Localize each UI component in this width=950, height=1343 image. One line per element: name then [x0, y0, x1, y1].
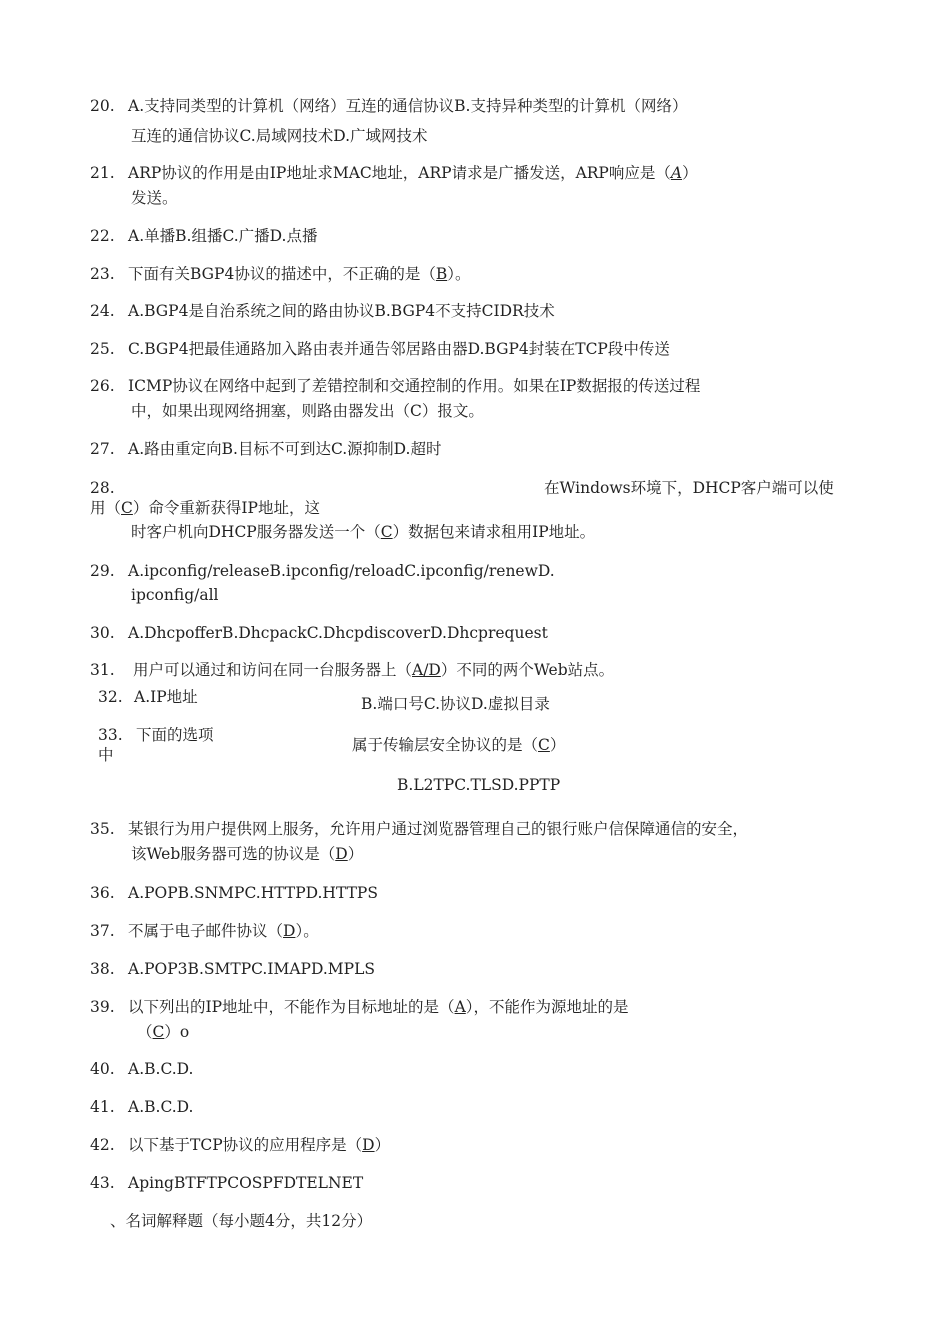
- question-33: [98, 723, 214, 748]
- answer-blank: D: [283, 922, 296, 940]
- question-text: ICMP协议在网络中起到了差错控制和交通控制的作用。如果在IP数据报的传送过程: [128, 377, 701, 395]
- question-number: 20.: [90, 97, 115, 115]
- question-number: 29.: [90, 562, 115, 580]
- question-29: [90, 559, 555, 584]
- question-text: A.B.C.D.: [128, 1098, 194, 1116]
- question-text: ARP协议的作用是由IP地址求MAC地址，ARP请求是广播发送，ARP响应是（: [128, 164, 671, 182]
- question-35-cont: 该Web服务器可选的协议是（D）: [131, 845, 364, 863]
- question-text: ApingBTFTPCOSPFDTELNET: [128, 1174, 364, 1192]
- question-28-text: 在Windows环境下，DHCP客户端可以使: [544, 479, 834, 497]
- question-text: ）不同的两个Web站点。: [440, 661, 615, 679]
- question-text: A.B.C.D.: [128, 1060, 194, 1078]
- question-28-line2: 用（C）命令重新获得IP地址，这: [90, 499, 320, 517]
- question-text: 某银行为用户提供网上服务，允许用户通过浏览器管理自己的银行账户信保障通信的安全，: [128, 820, 749, 838]
- question-text: ）: [682, 164, 698, 182]
- answer-blank: A/D: [412, 661, 441, 679]
- question-37: [90, 919, 319, 944]
- question-text: A.单播B.组播C.广播D.点播: [128, 227, 318, 245]
- question-20-cont: 互连的通信协议C.局域网技术D.广域网技术: [131, 127, 428, 145]
- question-29-cont: ipconfig/all: [131, 586, 219, 604]
- question-number: 24.: [90, 302, 115, 320]
- question-text: 下面有关BGP4协议的描述中，不正确的是（: [128, 265, 436, 283]
- question-40: [90, 1057, 193, 1082]
- question-28-line3: 时客户机向DHCP服务器发送一个（C）数据包来请求租用IP地址。: [131, 523, 596, 541]
- answer-blank: C: [152, 1023, 165, 1041]
- question-30: [90, 621, 548, 646]
- question-text: A.BGP4是自治系统之间的路由协议B.BGP4不支持CIDR技术: [128, 302, 555, 320]
- question-number: 32.: [98, 688, 123, 706]
- question-number: 43.: [90, 1174, 115, 1192]
- question-42: [90, 1133, 390, 1158]
- question-number: 31.: [90, 661, 115, 679]
- question-22: [90, 224, 317, 249]
- question-number: 21.: [90, 164, 115, 182]
- question-26-cont: 中，如果出现网络拥塞，则路由器发出（C）报文。: [131, 402, 484, 420]
- question-41: [90, 1095, 193, 1120]
- question-38: [90, 957, 375, 982]
- answer-blank: B: [435, 265, 448, 283]
- question-text: A.POP3B.SMTPC.IMAPD.MPLS: [128, 960, 375, 978]
- question-25: [90, 337, 670, 362]
- question-number: 39.: [90, 998, 115, 1016]
- question-number: 25.: [90, 340, 115, 358]
- answer-blank: C: [380, 523, 393, 541]
- question-number: 26.: [90, 377, 115, 395]
- question-text: ）: [374, 1136, 391, 1154]
- question-text: ）。: [447, 265, 471, 283]
- question-21-cont: 发送。: [131, 189, 178, 207]
- question-43: [90, 1171, 363, 1196]
- question-number: 42.: [90, 1136, 115, 1154]
- question-36: [90, 881, 378, 906]
- question-24: [90, 299, 555, 324]
- question-21: [90, 161, 698, 186]
- question-text: A.DhcpofferB.DhcpackC.DhcpdiscoverD.Dhcprequest: [128, 624, 548, 642]
- question-text: 以下基于TCP协议的应用程序是（: [128, 1136, 363, 1154]
- answer-blank: A: [670, 164, 683, 182]
- question-text: A.路由重定向B.目标不可到达C.源抑制D.超时: [128, 440, 442, 458]
- question-39: [90, 995, 629, 1020]
- question-26: [90, 374, 700, 399]
- question-number: 38.: [90, 960, 115, 978]
- question-20: [90, 94, 687, 119]
- question-text: 下面的选项: [136, 726, 214, 744]
- question-text: A.ipconfig/releaseB.ipconfig/reloadC.ipconfig/renewD.: [128, 562, 555, 580]
- question-32-options: B.端口号C.协议D.虚拟目录: [361, 695, 550, 713]
- question-35: [90, 817, 748, 842]
- question-text: A.支持同类型的计算机（网络）互连的通信协议B.支持异种类型的计算机（网络）: [128, 97, 688, 115]
- question-31: [90, 658, 614, 683]
- question-text: A.POPB.SNMPC.HTTPD.HTTPS: [128, 884, 378, 902]
- question-number: 30.: [90, 624, 115, 642]
- question-number: 41.: [90, 1098, 115, 1116]
- answer-blank: A: [454, 998, 466, 1016]
- question-text: 以下列出的IP地址中，不能作为目标地址的是（: [128, 998, 455, 1016]
- section-heading: 、名词解释题（每小题4分，共12分）: [110, 1212, 373, 1230]
- question-number: 35.: [90, 820, 115, 838]
- answer-blank: D: [362, 1136, 375, 1154]
- question-number: 33.: [98, 726, 123, 744]
- question-number: 40.: [90, 1060, 115, 1078]
- question-number: 36.: [90, 884, 115, 902]
- question-number: 28.: [90, 479, 115, 497]
- question-text: 用户可以通过和访问在同一台服务器上（: [133, 661, 413, 679]
- question-34-options: B.L2TPC.TLSD.PPTP: [397, 776, 561, 794]
- answer-blank: C: [538, 736, 550, 754]
- question-text: ）。: [295, 922, 319, 940]
- question-text: ），不能作为源地址的是: [465, 998, 629, 1016]
- question-number: 37.: [90, 922, 115, 940]
- question-33-suffix: 中: [98, 746, 114, 764]
- question-23: [90, 262, 471, 287]
- question-number: 22.: [90, 227, 115, 245]
- question-text: C.BGP4把最佳通路加入路由表并通告邻居路由器D.BGP4封装在TCP段中传送: [128, 340, 670, 358]
- question-32: [98, 685, 198, 710]
- question-text: 不属于电子邮件协议（: [128, 922, 284, 940]
- question-text: A.IP地址: [134, 688, 198, 706]
- question-27: [90, 437, 441, 462]
- question-33-text: 属于传输层安全协议的是（C）: [352, 736, 566, 754]
- question-39-cont: （C）o: [137, 1023, 190, 1041]
- question-number: 23.: [90, 265, 115, 283]
- answer-blank: D: [335, 845, 348, 863]
- question-number: 27.: [90, 440, 115, 458]
- answer-blank: C: [121, 499, 133, 517]
